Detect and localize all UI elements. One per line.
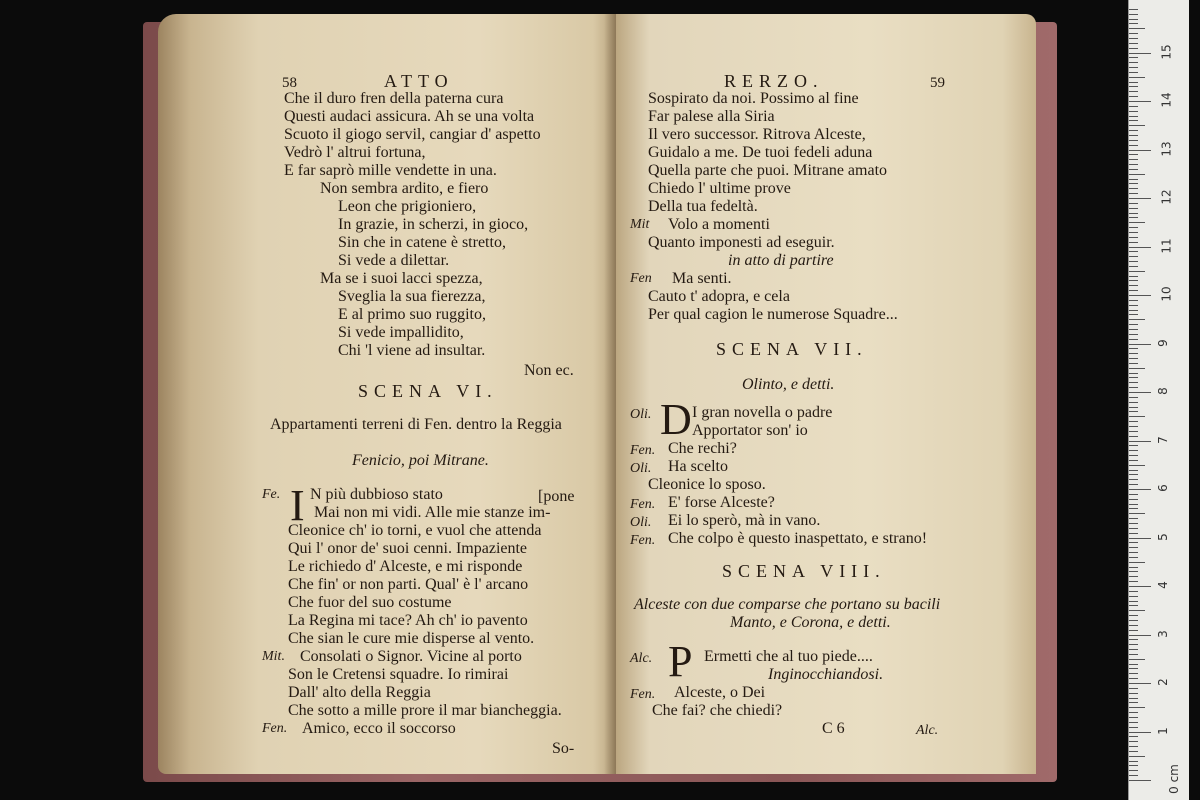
- ruler-tick: [1129, 101, 1151, 102]
- ruler-minor-tick: [1129, 712, 1138, 713]
- ruler-minor-tick: [1129, 348, 1138, 349]
- speaker-tag: Fen.: [630, 533, 656, 548]
- ruler-minor-tick: [1129, 465, 1145, 466]
- ruler-minor-tick: [1129, 474, 1138, 475]
- ruler-minor-tick: [1129, 741, 1138, 742]
- ruler-minor-tick: [1129, 426, 1138, 427]
- ruler-minor-tick: [1129, 135, 1138, 136]
- ruler-number: 4: [1155, 581, 1170, 589]
- speaker-tag: Fe.: [262, 487, 281, 502]
- ruler-minor-tick: [1129, 581, 1138, 582]
- dialogue-line: Che colpo è questo inaspettato, e strano!: [668, 530, 928, 547]
- ruler-minor-tick: [1129, 494, 1138, 495]
- ruler-minor-tick: [1129, 591, 1138, 592]
- ruler-minor-tick: [1129, 28, 1145, 29]
- scene-characters: Olinto, e detti.: [742, 376, 835, 393]
- ruler-minor-tick: [1129, 72, 1138, 73]
- ruler-number: 12: [1159, 189, 1174, 205]
- dialogue-line: Sospirato da noi. Possimo al fine: [648, 90, 859, 107]
- ruler-minor-tick: [1129, 57, 1138, 58]
- dialogue-line: Cauto t' adopra, e cela: [648, 288, 790, 305]
- running-head: RERZO.: [724, 71, 824, 91]
- ruler-tick: [1129, 295, 1151, 296]
- ruler-minor-tick: [1129, 125, 1145, 126]
- verse-line: E al primo suo ruggito,: [338, 306, 486, 323]
- ruler-minor-tick: [1129, 484, 1138, 485]
- dialogue-line: Che sotto a mille prore il mar biancheggia.: [288, 702, 562, 719]
- dialogue-line: N più dubbioso stato: [310, 486, 443, 503]
- speaker-tag: Mit: [630, 217, 650, 232]
- ruler-tick: [1129, 780, 1151, 781]
- scene-title: SCENA VII.: [716, 339, 868, 359]
- verse-line: Sin che in catene è stretto,: [338, 234, 506, 251]
- drop-cap: P: [668, 637, 693, 686]
- ruler-minor-tick: [1129, 339, 1138, 340]
- dialogue-line: Ha scelto: [668, 458, 728, 475]
- ruler-tick: [1129, 198, 1151, 199]
- ruler-minor-tick: [1129, 445, 1138, 446]
- dialogue-line: Della tua fedeltà.: [648, 198, 758, 215]
- ruler-minor-tick: [1129, 9, 1138, 10]
- ruler-minor-tick: [1129, 232, 1138, 233]
- ruler-minor-tick: [1129, 329, 1138, 330]
- ruler-minor-tick: [1129, 305, 1138, 306]
- scene-setting: Appartamenti terreni di Fen. dentro la Reggia: [270, 416, 562, 433]
- right-page: [616, 14, 1036, 774]
- ruler-minor-tick: [1129, 450, 1138, 451]
- ruler-minor-tick: [1129, 508, 1138, 509]
- speaker-tag: Fen.: [630, 497, 656, 512]
- ruler-minor-tick: [1129, 630, 1138, 631]
- dialogue-line: Son le Cretensi squadre. Io rimirai: [288, 666, 509, 683]
- ruler-minor-tick: [1129, 567, 1138, 568]
- dialogue-line: Far palese alla Siria: [648, 108, 775, 125]
- ruler-number: 0 cm: [1166, 764, 1181, 794]
- ruler-minor-tick: [1129, 319, 1145, 320]
- dialogue-line: Qui l' onor de' suoi cenni. Impaziente: [288, 540, 528, 557]
- dialogue-line: Quella parte che puoi. Mitrane amato: [648, 162, 888, 179]
- ruler-minor-tick: [1129, 353, 1138, 354]
- ruler-minor-tick: [1129, 678, 1138, 679]
- ruler-minor-tick: [1129, 169, 1138, 170]
- ruler-minor-tick: [1129, 431, 1138, 432]
- ruler-minor-tick: [1129, 116, 1138, 117]
- ruler-minor-tick: [1129, 159, 1138, 160]
- ruler-number: 14: [1159, 92, 1174, 108]
- ruler-minor-tick: [1129, 402, 1138, 403]
- ruler-minor-tick: [1129, 659, 1145, 660]
- ruler-minor-tick: [1129, 455, 1138, 456]
- ruler-minor-tick: [1129, 605, 1138, 606]
- drop-cap: D: [660, 395, 692, 444]
- ruler-minor-tick: [1129, 222, 1145, 223]
- scene-setting: Manto, e Corona, e detti.: [730, 614, 891, 631]
- ruler-minor-tick: [1129, 407, 1138, 408]
- ruler-minor-tick: [1129, 91, 1138, 92]
- ruler-minor-tick: [1129, 33, 1138, 34]
- ruler-minor-tick: [1129, 644, 1138, 645]
- dialogue-line: Cleonice ch' io torni, e vuol che attenda: [288, 522, 542, 539]
- ruler-minor-tick: [1129, 668, 1138, 669]
- dialogue-line: Per qual cagion le numerose Squadre...: [648, 306, 898, 323]
- ruler-minor-tick: [1129, 416, 1145, 417]
- ruler-minor-tick: [1129, 164, 1138, 165]
- dialogue-line: Cleonice lo sposo.: [648, 476, 766, 493]
- ruler-minor-tick: [1129, 756, 1145, 757]
- ruler-minor-tick: [1129, 382, 1138, 383]
- ruler-minor-tick: [1129, 770, 1138, 771]
- ruler-number: 15: [1159, 43, 1174, 60]
- dialogue-line: [pone: [538, 488, 575, 505]
- ruler-minor-tick: [1129, 620, 1138, 621]
- ruler-minor-tick: [1129, 460, 1138, 461]
- dialogue-line: Chiedo l' ultime prove: [648, 180, 791, 197]
- ruler-number: 10: [1159, 286, 1174, 302]
- ruler-minor-tick: [1129, 542, 1138, 543]
- speaker-tag: Fen.: [630, 443, 656, 458]
- ruler-minor-tick: [1129, 387, 1138, 388]
- ruler-minor-tick: [1129, 271, 1145, 272]
- ruler-minor-tick: [1129, 547, 1138, 548]
- ruler-minor-tick: [1129, 227, 1138, 228]
- dialogue-line: E' forse Alceste?: [668, 494, 775, 511]
- ruler-tick: [1129, 635, 1151, 636]
- ruler-minor-tick: [1129, 261, 1138, 262]
- ruler-minor-tick: [1129, 649, 1138, 650]
- ruler-minor-tick: [1129, 765, 1138, 766]
- ruler-minor-tick: [1129, 625, 1138, 626]
- ruler-minor-tick: [1129, 82, 1138, 83]
- measuring-ruler: [1128, 0, 1189, 800]
- dialogue-line: Alceste, o Dei: [674, 684, 766, 701]
- ruler-minor-tick: [1129, 130, 1138, 131]
- ruler-minor-tick: [1129, 285, 1138, 286]
- ruler-minor-tick: [1129, 242, 1138, 243]
- ruler-minor-tick: [1129, 499, 1138, 500]
- ruler-minor-tick: [1129, 373, 1138, 374]
- ruler-minor-tick: [1129, 557, 1138, 558]
- running-head: ATTO: [384, 71, 454, 91]
- ruler-number: 6: [1155, 484, 1170, 492]
- ruler-minor-tick: [1129, 411, 1138, 412]
- speaker-tag: Fen.: [262, 721, 288, 736]
- ruler-minor-tick: [1129, 96, 1138, 97]
- ruler-number: 8: [1155, 387, 1170, 395]
- ruler-minor-tick: [1129, 504, 1138, 505]
- dialogue-line: Volo a momenti: [668, 216, 770, 233]
- ruler-minor-tick: [1129, 615, 1138, 616]
- ruler-minor-tick: [1129, 38, 1138, 39]
- dialogue-line: Che fuor del suo costume: [288, 594, 452, 611]
- drop-cap: I: [290, 481, 305, 530]
- ruler-minor-tick: [1129, 266, 1138, 267]
- speaker-tag: Mit.: [262, 649, 285, 664]
- ruler-tick: [1129, 683, 1151, 684]
- ruler-minor-tick: [1129, 140, 1138, 141]
- ruler-minor-tick: [1129, 363, 1138, 364]
- ruler-number: 5: [1155, 532, 1170, 541]
- ruler-minor-tick: [1129, 368, 1145, 369]
- ruler-minor-tick: [1129, 596, 1138, 597]
- dialogue-line: Che rechi?: [668, 440, 737, 457]
- ruler-minor-tick: [1129, 19, 1138, 20]
- ruler-minor-tick: [1129, 174, 1145, 175]
- ruler-tick: [1129, 586, 1151, 587]
- ruler-tick: [1129, 150, 1151, 151]
- ruler-number: 13: [1159, 140, 1174, 157]
- ruler-minor-tick: [1129, 436, 1138, 437]
- dialogue-line: I gran novella o padre: [692, 404, 833, 421]
- ruler-minor-tick: [1129, 256, 1138, 257]
- ruler-minor-tick: [1129, 217, 1138, 218]
- ruler-tick: [1129, 392, 1151, 393]
- scene-title: SCENA VIII.: [722, 561, 886, 581]
- dialogue-line: Consolati o Signor. Vicine al porto: [300, 648, 522, 665]
- ruler-minor-tick: [1129, 77, 1145, 78]
- ruler-minor-tick: [1129, 693, 1138, 694]
- ruler-minor-tick: [1129, 179, 1138, 180]
- dialogue-line: Quanto imponesti ad eseguir.: [648, 234, 835, 251]
- ruler-number: 7: [1155, 435, 1170, 444]
- ruler-minor-tick: [1129, 120, 1138, 121]
- ruler-minor-tick: [1129, 470, 1138, 471]
- ruler-tick: [1129, 344, 1151, 345]
- ruler-minor-tick: [1129, 746, 1138, 747]
- ruler-minor-tick: [1129, 528, 1138, 529]
- ruler-number: 1: [1155, 726, 1170, 735]
- verse-line: Chi 'l viene ad insultar.: [338, 342, 486, 359]
- ruler-minor-tick: [1129, 377, 1138, 378]
- ruler-minor-tick: [1129, 324, 1138, 325]
- verse-line: Sveglia la sua fierezza,: [338, 288, 486, 305]
- dialogue-line: La Regina mi tace? Ah ch' io pavento: [288, 612, 528, 629]
- speaker-tag: Oli.: [630, 407, 652, 422]
- ruler-minor-tick: [1129, 775, 1138, 776]
- ruler-tick: [1129, 489, 1151, 490]
- ruler-minor-tick: [1129, 722, 1138, 723]
- verse-line: Ma se i suoi lacci spezza,: [320, 270, 483, 287]
- speaker-tag: Oli.: [630, 461, 652, 476]
- dialogue-line: Mai non mi vidi. Alle mie stanze im-: [314, 504, 551, 521]
- ruler-minor-tick: [1129, 397, 1138, 398]
- ruler-minor-tick: [1129, 334, 1138, 335]
- ruler-minor-tick: [1129, 213, 1138, 214]
- ruler-number: 9: [1155, 338, 1170, 347]
- left-page: [158, 14, 616, 774]
- ruler-minor-tick: [1129, 237, 1138, 238]
- speaker-tag: Fen.: [630, 687, 656, 702]
- ruler-minor-tick: [1129, 707, 1145, 708]
- verse-line: Leon che prigioniero,: [338, 198, 477, 215]
- ruler-minor-tick: [1129, 736, 1138, 737]
- ruler-tick: [1129, 247, 1151, 248]
- ruler-minor-tick: [1129, 43, 1138, 44]
- ruler-minor-tick: [1129, 203, 1138, 204]
- ruler-minor-tick: [1129, 290, 1138, 291]
- ruler-minor-tick: [1129, 523, 1138, 524]
- ruler-minor-tick: [1129, 314, 1138, 315]
- dialogue-line: Apportator son' io: [692, 422, 808, 439]
- ruler-minor-tick: [1129, 479, 1138, 480]
- catchword: So-: [552, 740, 575, 757]
- signature-mark: C 6: [822, 720, 845, 737]
- ruler-tick: [1129, 538, 1151, 539]
- ruler-minor-tick: [1129, 702, 1138, 703]
- dialogue-line: Ma senti.: [672, 270, 732, 287]
- ruler-minor-tick: [1129, 717, 1138, 718]
- verse-line: Si vede a dilettar.: [338, 252, 450, 269]
- ruler-minor-tick: [1129, 193, 1138, 194]
- ruler-minor-tick: [1129, 183, 1138, 184]
- ruler-minor-tick: [1129, 14, 1138, 15]
- ruler-minor-tick: [1129, 86, 1138, 87]
- ruler-minor-tick: [1129, 62, 1138, 63]
- ruler-minor-tick: [1129, 673, 1138, 674]
- ruler-minor-tick: [1129, 106, 1138, 107]
- ruler-minor-tick: [1129, 251, 1138, 252]
- scene-characters: Fenicio, poi Mitrane.: [352, 452, 489, 469]
- ruler-minor-tick: [1129, 761, 1138, 762]
- ruler-number: 2: [1155, 678, 1170, 686]
- ruler-number: 11: [1159, 237, 1174, 254]
- ruler-minor-tick: [1129, 276, 1138, 277]
- verse-line: Scuoto il giogo servil, cangiar d' aspetto: [284, 126, 541, 143]
- ruler-minor-tick: [1129, 145, 1138, 146]
- ruler-minor-tick: [1129, 533, 1138, 534]
- scene-setting: Alceste con due comparse che portano su bacili: [634, 596, 941, 613]
- verse-line: Non ec.: [524, 362, 574, 379]
- page-number: 58: [282, 75, 297, 91]
- ruler-minor-tick: [1129, 654, 1138, 655]
- ruler-minor-tick: [1129, 751, 1138, 752]
- stage-direction: Inginocchiandosi.: [768, 666, 884, 683]
- verse-line: Si vede impallidito,: [338, 324, 464, 341]
- ruler-minor-tick: [1129, 280, 1138, 281]
- verse-line: Non sembra ardito, e fiero: [320, 180, 489, 197]
- verse-line: In grazie, in scherzi, in gioco,: [338, 216, 529, 233]
- ruler-tick: [1129, 732, 1151, 733]
- verse-line: E far saprò mille vendette in una.: [284, 162, 497, 179]
- ruler-tick: [1129, 53, 1151, 54]
- ruler-tick: [1129, 441, 1151, 442]
- speaker-tag: Fen: [630, 271, 652, 286]
- ruler-minor-tick: [1129, 300, 1138, 301]
- dialogue-line: Dall' alto della Reggia: [288, 684, 431, 701]
- ruler-minor-tick: [1129, 310, 1138, 311]
- ruler-minor-tick: [1129, 664, 1138, 665]
- ruler-minor-tick: [1129, 562, 1145, 563]
- ruler-minor-tick: [1129, 698, 1138, 699]
- dialogue-line: Che sian le cure mie disperse al vento.: [288, 630, 535, 647]
- dialogue-line: Ermetti che al tuo piede....: [704, 648, 873, 665]
- stage-direction: in atto di partire: [728, 252, 834, 269]
- speaker-tag: Alc.: [630, 651, 653, 666]
- ruler-minor-tick: [1129, 111, 1138, 112]
- ruler-minor-tick: [1129, 688, 1138, 689]
- dialogue-line: Ei lo sperò, mà in vano.: [668, 512, 821, 529]
- ruler-minor-tick: [1129, 421, 1138, 422]
- ruler-minor-tick: [1129, 67, 1138, 68]
- dialogue-line: Che fin' or non parti. Qual' è l' arcano: [288, 576, 529, 593]
- ruler-minor-tick: [1129, 571, 1138, 572]
- dialogue-line: Amico, ecco il soccorso: [302, 720, 456, 737]
- ruler-minor-tick: [1129, 727, 1138, 728]
- page-number: 59: [930, 75, 945, 91]
- ruler-minor-tick: [1129, 48, 1138, 49]
- verse-line: Questi audaci assicura. Ah se una volta: [284, 108, 535, 125]
- dialogue-line: Il vero successor. Ritrova Alceste,: [648, 126, 866, 143]
- ruler-minor-tick: [1129, 639, 1138, 640]
- ruler-minor-tick: [1129, 552, 1138, 553]
- dialogue-line: Che fai? che chiedi?: [652, 702, 783, 719]
- scene-title: SCENA VI.: [358, 381, 498, 401]
- ruler-minor-tick: [1129, 188, 1138, 189]
- ruler-minor-tick: [1129, 610, 1145, 611]
- ruler-number: 3: [1155, 629, 1170, 638]
- ruler-minor-tick: [1129, 576, 1138, 577]
- ruler-minor-tick: [1129, 601, 1138, 602]
- verse-line: Che il duro fren della paterna cura: [284, 90, 504, 107]
- speaker-tag: Oli.: [630, 515, 652, 530]
- ruler-minor-tick: [1129, 513, 1145, 514]
- ruler-minor-tick: [1129, 154, 1138, 155]
- ruler-minor-tick: [1129, 208, 1138, 209]
- catchword: Alc.: [916, 723, 939, 738]
- ruler-minor-tick: [1129, 518, 1138, 519]
- ruler-minor-tick: [1129, 358, 1138, 359]
- dialogue-line: Guidalo a me. De tuoi fedeli aduna: [648, 144, 873, 161]
- dialogue-line: Le richiedo d' Alceste, e mi risponde: [288, 558, 523, 575]
- verse-line: Vedrò l' altrui fortuna,: [284, 144, 426, 161]
- ruler-minor-tick: [1129, 23, 1138, 24]
